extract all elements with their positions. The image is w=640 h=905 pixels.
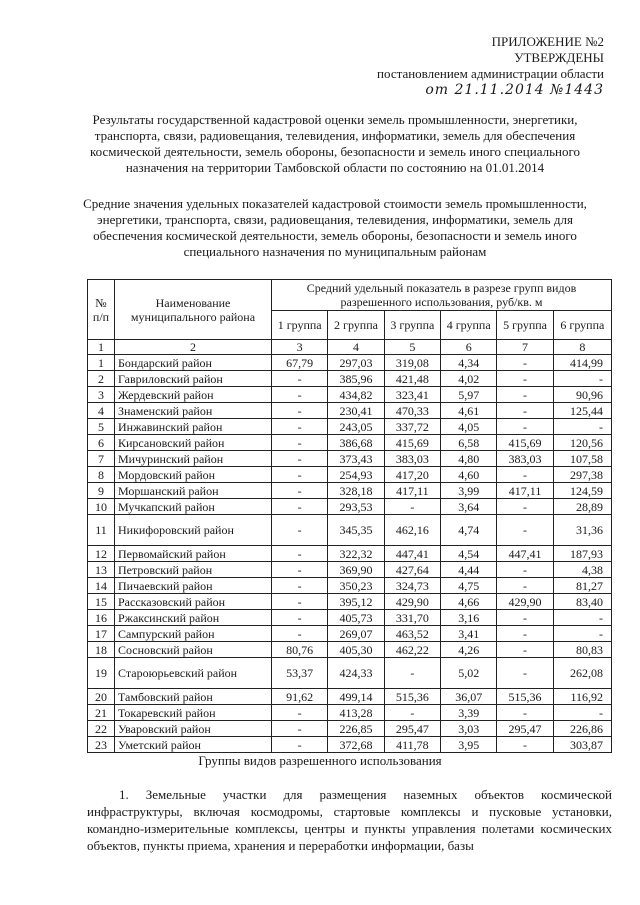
district-name: Уметский район bbox=[115, 737, 272, 753]
group-value: 413,28 bbox=[328, 705, 384, 721]
group-value: 91,62 bbox=[272, 689, 328, 705]
group-value: 369,90 bbox=[328, 562, 384, 578]
group-value: 372,68 bbox=[328, 737, 384, 753]
group-value: - bbox=[272, 578, 328, 594]
group-value: 462,16 bbox=[384, 515, 440, 546]
district-name: Сосновский район bbox=[115, 642, 272, 658]
group-value: - bbox=[497, 515, 553, 546]
group-value: 297,03 bbox=[328, 355, 384, 371]
group-value: 67,79 bbox=[272, 355, 328, 371]
row-number: 17 bbox=[88, 626, 115, 642]
group-value: 345,35 bbox=[328, 515, 384, 546]
district-name: Жердевский район bbox=[115, 387, 272, 403]
district-name: Петровский район bbox=[115, 562, 272, 578]
row-number: 15 bbox=[88, 594, 115, 610]
row-number: 7 bbox=[88, 451, 115, 467]
approved-label: УТВЕРЖДЕНЫ bbox=[514, 50, 604, 65]
column-number: 6 bbox=[441, 340, 497, 355]
group-value: - bbox=[272, 737, 328, 753]
group-value: - bbox=[272, 610, 328, 626]
district-name: Знаменский район bbox=[115, 403, 272, 419]
row-number: 13 bbox=[88, 562, 115, 578]
group-value: - bbox=[553, 371, 611, 387]
group-value: 4,34 bbox=[441, 355, 497, 371]
table-row bbox=[88, 419, 612, 435]
group-value: - bbox=[497, 705, 553, 721]
group-value: 81,27 bbox=[553, 578, 611, 594]
table-row bbox=[88, 737, 612, 753]
group-value: 269,07 bbox=[328, 626, 384, 642]
table-row bbox=[88, 499, 612, 515]
group-value: - bbox=[497, 658, 553, 689]
group-value: 5,02 bbox=[441, 658, 497, 689]
column-number: 1 bbox=[88, 340, 115, 355]
table-row bbox=[88, 371, 612, 387]
group-value: 3,16 bbox=[441, 610, 497, 626]
group-value: - bbox=[497, 626, 553, 642]
row-number: 1 bbox=[88, 355, 115, 371]
group-value: 295,47 bbox=[497, 721, 553, 737]
group-value: - bbox=[272, 626, 328, 642]
group-value: 414,99 bbox=[553, 355, 611, 371]
group-value: 53,37 bbox=[272, 658, 328, 689]
group-value: - bbox=[272, 403, 328, 419]
group-value: 323,41 bbox=[384, 387, 440, 403]
group-value: 405,30 bbox=[328, 642, 384, 658]
table-row bbox=[88, 689, 612, 705]
group-value: 28,89 bbox=[553, 499, 611, 515]
group-value: 4,38 bbox=[553, 562, 611, 578]
group-value: 383,03 bbox=[384, 451, 440, 467]
table-row bbox=[88, 387, 612, 403]
group-value: 405,73 bbox=[328, 610, 384, 626]
row-number: 19 bbox=[88, 658, 115, 689]
district-name: Гавриловский район bbox=[115, 371, 272, 387]
group-value: 337,72 bbox=[384, 419, 440, 435]
group-value: - bbox=[272, 705, 328, 721]
group-value: - bbox=[384, 499, 440, 515]
district-name: Первомайский район bbox=[115, 546, 272, 562]
table-row bbox=[88, 546, 612, 562]
group-value: 31,36 bbox=[553, 515, 611, 546]
group-value: 395,12 bbox=[328, 594, 384, 610]
group-value: 421,48 bbox=[384, 371, 440, 387]
group-value: 463,52 bbox=[384, 626, 440, 642]
table-row bbox=[88, 594, 612, 610]
group-value: 4,02 bbox=[441, 371, 497, 387]
table-row bbox=[88, 626, 612, 642]
group-value: 383,03 bbox=[497, 451, 553, 467]
group-value: 4,26 bbox=[441, 642, 497, 658]
group-value: - bbox=[553, 705, 611, 721]
group-value: - bbox=[497, 467, 553, 483]
group-value: 411,78 bbox=[384, 737, 440, 753]
district-name: Никифоровский район bbox=[115, 515, 272, 546]
row-number: 18 bbox=[88, 642, 115, 658]
group-value: 4,44 bbox=[441, 562, 497, 578]
district-name: Сампурский район bbox=[115, 626, 272, 642]
group-value: 83,40 bbox=[553, 594, 611, 610]
table-row bbox=[88, 642, 612, 658]
group-value: 319,08 bbox=[384, 355, 440, 371]
group-value: - bbox=[272, 371, 328, 387]
district-name: Мордовский район bbox=[115, 467, 272, 483]
district-name: Староюрьевский район bbox=[115, 658, 272, 689]
group-value: 90,96 bbox=[553, 387, 611, 403]
group-header: 4 группа bbox=[441, 311, 497, 340]
group-value: - bbox=[272, 435, 328, 451]
group-value: 429,90 bbox=[497, 594, 553, 610]
group-value: 4,75 bbox=[441, 578, 497, 594]
group-value: 3,95 bbox=[441, 737, 497, 753]
district-name: Рассказовский район bbox=[115, 594, 272, 610]
group-value: - bbox=[272, 594, 328, 610]
group-value: - bbox=[272, 515, 328, 546]
district-name: Моршанский район bbox=[115, 483, 272, 499]
district-name: Токаревский район bbox=[115, 705, 272, 721]
table-row bbox=[88, 705, 612, 721]
group-value: 254,93 bbox=[328, 467, 384, 483]
group-value: 350,23 bbox=[328, 578, 384, 594]
row-number: 22 bbox=[88, 721, 115, 737]
group-value: 417,20 bbox=[384, 467, 440, 483]
group-value: 297,38 bbox=[553, 467, 611, 483]
header-no: № п/п bbox=[88, 280, 115, 340]
group-value: - bbox=[272, 467, 328, 483]
group-value: 322,32 bbox=[328, 546, 384, 562]
column-number: 7 bbox=[497, 340, 553, 355]
group-value: - bbox=[497, 371, 553, 387]
group-value: 515,36 bbox=[497, 689, 553, 705]
column-number: 5 bbox=[384, 340, 440, 355]
table-row bbox=[88, 721, 612, 737]
table-row bbox=[88, 483, 612, 499]
row-number: 9 bbox=[88, 483, 115, 499]
row-number: 5 bbox=[88, 419, 115, 435]
group-value: 226,85 bbox=[328, 721, 384, 737]
group-value: 124,59 bbox=[553, 483, 611, 499]
table-row bbox=[88, 435, 612, 451]
group-value: 373,43 bbox=[328, 451, 384, 467]
district-name: Инжавинский район bbox=[115, 419, 272, 435]
group-value: 324,73 bbox=[384, 578, 440, 594]
column-number: 2 bbox=[115, 340, 272, 355]
group-value: 328,18 bbox=[328, 483, 384, 499]
group-value: 295,47 bbox=[384, 721, 440, 737]
group-value: 120,56 bbox=[553, 435, 611, 451]
group-value: 3,99 bbox=[441, 483, 497, 499]
group-header: 6 группа bbox=[553, 311, 611, 340]
row-number: 16 bbox=[88, 610, 115, 626]
group-value: 293,53 bbox=[328, 499, 384, 515]
group-value: 4,80 bbox=[441, 451, 497, 467]
group-value: 515,36 bbox=[384, 689, 440, 705]
table-row bbox=[88, 451, 612, 467]
appendix-header bbox=[377, 34, 604, 98]
row-number: 11 bbox=[88, 515, 115, 546]
group-value: 447,41 bbox=[384, 546, 440, 562]
group-value: 417,11 bbox=[384, 483, 440, 499]
group-value: 331,70 bbox=[384, 610, 440, 626]
group-value: 303,87 bbox=[553, 737, 611, 753]
group-value: - bbox=[553, 419, 611, 435]
group-value: 434,82 bbox=[328, 387, 384, 403]
group-value: - bbox=[497, 642, 553, 658]
table-row bbox=[88, 562, 612, 578]
group-header: 5 группа bbox=[497, 311, 553, 340]
table-row bbox=[88, 355, 612, 371]
group-value: - bbox=[272, 721, 328, 737]
header-district: Наименование муниципального района bbox=[115, 280, 272, 340]
group-value: - bbox=[497, 578, 553, 594]
group-value: 386,68 bbox=[328, 435, 384, 451]
group-header: 3 группа bbox=[384, 311, 440, 340]
group-value: 6,58 bbox=[441, 435, 497, 451]
row-number: 12 bbox=[88, 546, 115, 562]
group-value: - bbox=[553, 626, 611, 642]
group-value: - bbox=[553, 610, 611, 626]
row-number: 23 bbox=[88, 737, 115, 753]
district-name: Ржаксинский район bbox=[115, 610, 272, 626]
table-row bbox=[88, 403, 612, 419]
row-number: 14 bbox=[88, 578, 115, 594]
group-value: 417,11 bbox=[497, 483, 553, 499]
table-row bbox=[88, 578, 612, 594]
group-value: 3,39 bbox=[441, 705, 497, 721]
district-name: Уваровский район bbox=[115, 721, 272, 737]
group-value: 125,44 bbox=[553, 403, 611, 419]
group-value: 3,41 bbox=[441, 626, 497, 642]
district-name: Мучкапский район bbox=[115, 499, 272, 515]
group-description-paragraph: 1. Земельные участки для размещения наземных объектов космической инфраструктуры, включая космодромы, стартовые комплексы и пусковые установки, командно-измерительные комплексы, центры и пункты управления полетами космических объектов, пункты приема, хранения и переработки информации, базы bbox=[87, 787, 612, 853]
table-body bbox=[88, 340, 612, 753]
group-value: 226,86 bbox=[553, 721, 611, 737]
group-value: 415,69 bbox=[497, 435, 553, 451]
group-value: - bbox=[272, 483, 328, 499]
district-name: Мичуринский район bbox=[115, 451, 272, 467]
group-value: 4,60 bbox=[441, 467, 497, 483]
group-value: 4,66 bbox=[441, 594, 497, 610]
row-number: 6 bbox=[88, 435, 115, 451]
group-value: - bbox=[272, 546, 328, 562]
group-value: - bbox=[497, 403, 553, 419]
table-row bbox=[88, 467, 612, 483]
group-value: - bbox=[497, 499, 553, 515]
district-name: Пичаевский район bbox=[115, 578, 272, 594]
group-value: - bbox=[272, 499, 328, 515]
row-number: 8 bbox=[88, 467, 115, 483]
column-number: 3 bbox=[272, 340, 328, 355]
group-value: - bbox=[272, 419, 328, 435]
group-value: 36,07 bbox=[441, 689, 497, 705]
header-groups: Средний удельный показатель в разрезе групп видов разрешенного использования, руб/кв. м bbox=[272, 280, 612, 311]
group-value: - bbox=[384, 705, 440, 721]
approved-by: постановлением администрации области bbox=[377, 66, 604, 81]
table-row bbox=[88, 658, 612, 689]
group-value: - bbox=[497, 562, 553, 578]
row-number: 3 bbox=[88, 387, 115, 403]
group-value: 5,97 bbox=[441, 387, 497, 403]
group-value: 107,58 bbox=[553, 451, 611, 467]
group-value: 4,05 bbox=[441, 419, 497, 435]
group-value: 187,93 bbox=[553, 546, 611, 562]
group-value: 470,33 bbox=[384, 403, 440, 419]
district-name: Кирсановский район bbox=[115, 435, 272, 451]
group-value: - bbox=[497, 610, 553, 626]
handwritten-date-number: от 21.11.2014 №1443 bbox=[425, 82, 604, 98]
group-value: 4,54 bbox=[441, 546, 497, 562]
group-value: 3,64 bbox=[441, 499, 497, 515]
group-value: 424,33 bbox=[328, 658, 384, 689]
group-header: 1 группа bbox=[272, 311, 328, 340]
district-name: Тамбовский район bbox=[115, 689, 272, 705]
values-table bbox=[87, 279, 612, 753]
group-value: - bbox=[272, 387, 328, 403]
row-number: 21 bbox=[88, 705, 115, 721]
group-value: 385,96 bbox=[328, 371, 384, 387]
group-value: - bbox=[272, 562, 328, 578]
group-value: 427,64 bbox=[384, 562, 440, 578]
group-value: 499,14 bbox=[328, 689, 384, 705]
group-value: - bbox=[497, 419, 553, 435]
appendix-number: ПРИЛОЖЕНИЕ №2 bbox=[491, 34, 604, 49]
table-row bbox=[88, 610, 612, 626]
group-value: - bbox=[497, 355, 553, 371]
group-value: - bbox=[497, 737, 553, 753]
group-value: 116,92 bbox=[553, 689, 611, 705]
section-title: Группы видов разрешенного использования bbox=[198, 753, 442, 768]
group-value: 4,74 bbox=[441, 515, 497, 546]
group-value: - bbox=[384, 658, 440, 689]
column-number-row bbox=[88, 340, 612, 355]
group-value: 447,41 bbox=[497, 546, 553, 562]
group-value: 80,76 bbox=[272, 642, 328, 658]
group-value: 4,61 bbox=[441, 403, 497, 419]
table-title: Средние значения удельных показателей кадастровой стоимости земель промышленности, энергетики, транспорта, связи, радиовещания, телевидения, информатики, земель для обеспечения космической деятельности, земель обороны, безопасности и земель иного специального назначения по муниципальным районам bbox=[83, 196, 587, 259]
group-value: 80,83 bbox=[553, 642, 611, 658]
district-name: Бондарский район bbox=[115, 355, 272, 371]
group-value: 462,22 bbox=[384, 642, 440, 658]
group-value: 3,03 bbox=[441, 721, 497, 737]
table-row bbox=[88, 515, 612, 546]
group-value: 415,69 bbox=[384, 435, 440, 451]
column-number: 8 bbox=[553, 340, 611, 355]
group-value: 429,90 bbox=[384, 594, 440, 610]
group-value: 230,41 bbox=[328, 403, 384, 419]
document-title: Результаты государственной кадастровой оценки земель промышленности, энергетики, транспорта, связи, радиовещания, телевидения, информатики, земель для обеспечения космической деятельности, земель обороны, безопасности и земель иного специального назначения на территории Тамбовской области по состоянию на 01.01.2014 bbox=[90, 112, 580, 175]
group-value: 262,08 bbox=[553, 658, 611, 689]
row-number: 10 bbox=[88, 499, 115, 515]
column-number: 4 bbox=[328, 340, 384, 355]
group-value: 243,05 bbox=[328, 419, 384, 435]
group-value: - bbox=[497, 387, 553, 403]
group-header: 2 группа bbox=[328, 311, 384, 340]
row-number: 2 bbox=[88, 371, 115, 387]
group-value: - bbox=[272, 451, 328, 467]
row-number: 20 bbox=[88, 689, 115, 705]
row-number: 4 bbox=[88, 403, 115, 419]
